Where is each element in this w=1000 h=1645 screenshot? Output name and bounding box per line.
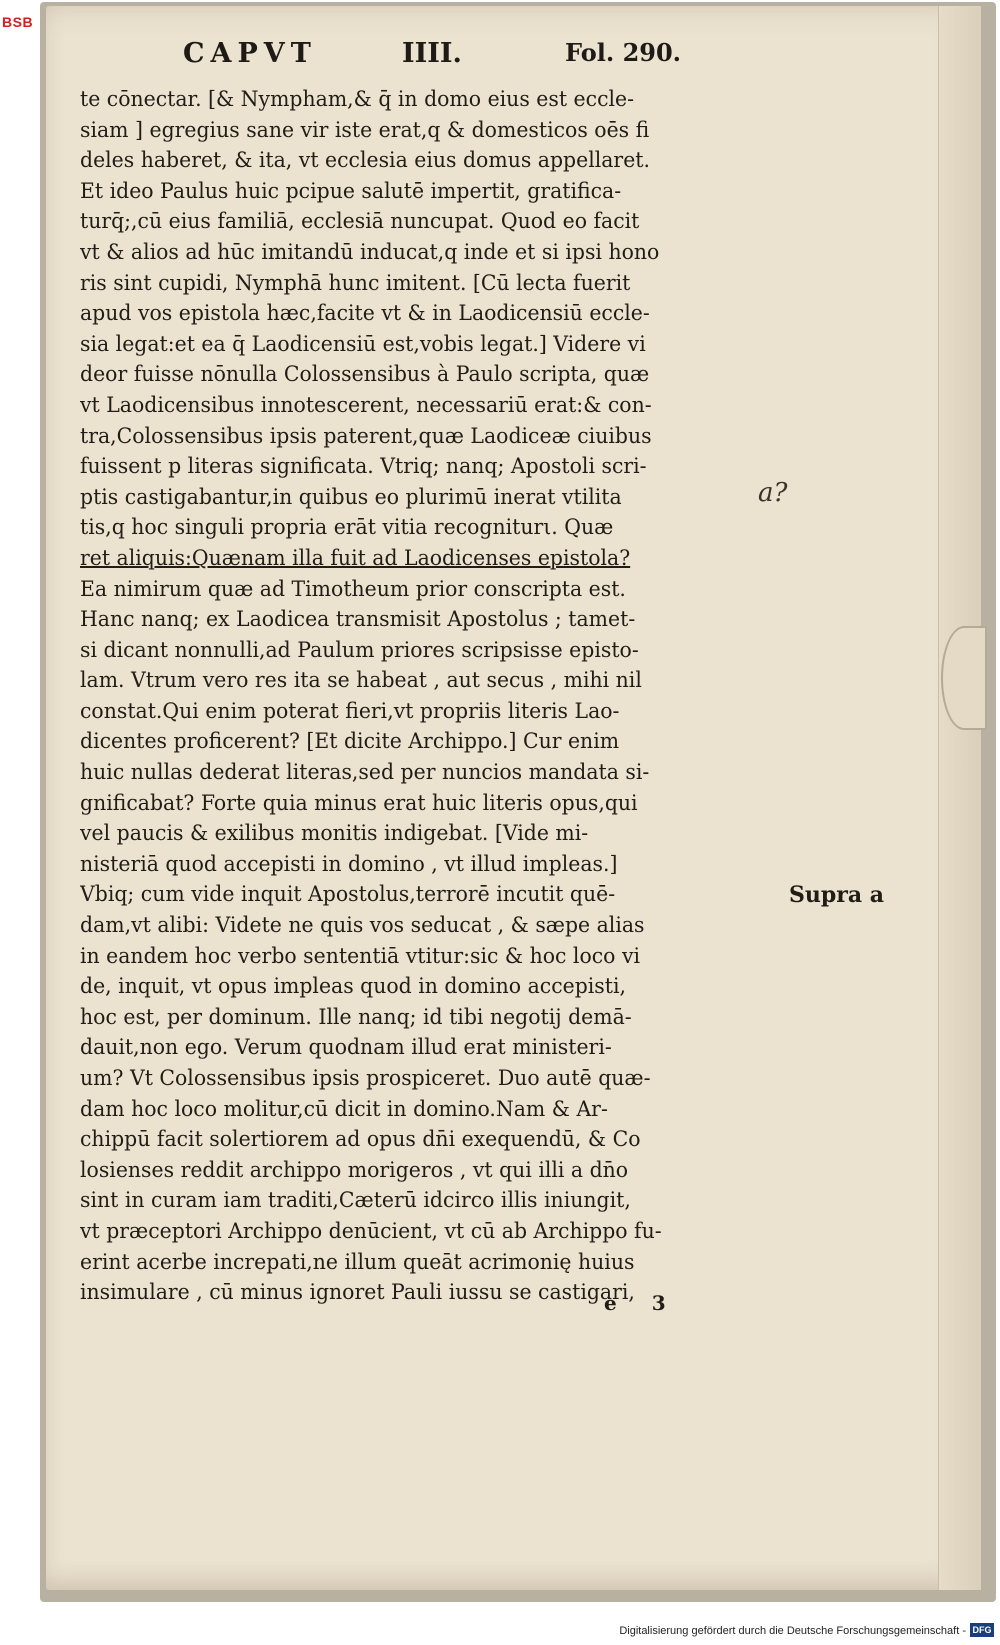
- text-line: vel paucis & exilibus monitis indigebat. [Vide mi-: [80, 821, 589, 846]
- text-line: tra,Colossensibus ipsis paterent,quæ Laodiceæ ciuibus: [80, 423, 652, 448]
- margin-note: Supra a: [789, 882, 885, 908]
- page-tab-marker: [941, 626, 987, 730]
- text-line: lam. Vtrum vero res ita se habeat , aut secus , mihi nil: [80, 668, 642, 693]
- text-line: de, inquit, vt opus impleas quod in domino accepisti,: [80, 974, 627, 999]
- fore-edge: [938, 6, 981, 1590]
- text-line: in eandem hoc verbo sententiā vtitur:sic & hoc loco vi: [80, 943, 641, 968]
- page-paper: [46, 6, 981, 1590]
- body-text: [80, 84, 800, 1308]
- text-line: dicentes proficerent? [Et dicite Archippo.] Cur enim: [80, 729, 620, 754]
- text-line: si dicant nonnulli,ad Paulum priores scripsisse episto-: [80, 637, 639, 662]
- text-line: dam,vt alibi: Videte ne quis vos seducat , & sæpe alias: [80, 913, 645, 938]
- text-line: Vbiq; cum vide inquit Apostolus,terrorē incutit quē-: [80, 882, 616, 907]
- footer-credit: Digitalisierung gefördert durch die Deutsche Forschungsgemeinschaft -: [619, 1625, 966, 1637]
- text-line: Et ideo Paulus huic pcipue salutē impertit, gratifica-: [80, 178, 622, 203]
- text-line: te cōnectar. [& Nympham,& q̄ in domo eius est eccle-: [80, 87, 635, 111]
- text-line: ris sint cupidi, Nymphā hunc imitent. [Cū lecta fuerit: [80, 270, 631, 295]
- text-line: ret aliquis:Quænam illa fuit ad Laodicenses epistola?: [80, 545, 631, 570]
- text-line: vt præceptori Archippo denūcient, vt cū ab Archippo fu-: [80, 1218, 662, 1243]
- text-line: fuissent p literas significata. Vtriq; nanq; Apostoli scri-: [80, 454, 647, 479]
- text-line: gnificabat? Forte quia minus erat huic literis opus,qui: [80, 790, 638, 815]
- text-line: Hanc nanq; ex Laodicea transmisit Apostolus ; tamet-: [80, 607, 636, 632]
- signature-mark: e 3: [604, 1291, 680, 1315]
- running-head-chapter: CAPVT: [183, 38, 317, 69]
- text-line: erint acerbe increpati,ne illum queāt acrimonię huius: [80, 1249, 635, 1274]
- text-line: dam hoc loco molitur,cū dicit in domino.Nam & Ar-: [80, 1096, 608, 1121]
- text-line: vt Laodicensibus innotescerent, necessariū erat:& con-: [80, 392, 652, 417]
- running-head-number: IIII.: [402, 38, 462, 69]
- handwritten-margin-note: a?: [758, 478, 788, 508]
- text-line: deor fuisse nōnulla Colossensibus à Paulo scripta, quæ: [80, 362, 650, 387]
- text-line: Ea nimirum quæ ad Timotheum prior conscripta est.: [80, 576, 626, 601]
- text-line: hoc est, per dominum. Ille nanq; id tibi negotij demā-: [80, 1004, 632, 1029]
- running-head: [46, 38, 981, 78]
- text-line: apud vos epistola hæc,facite vt & in Laodicensiū eccle-: [80, 301, 650, 326]
- scanned-page: [40, 2, 996, 1602]
- text-line: losienses reddit archippo morigeros , vt qui illi a dn̄o: [80, 1157, 629, 1182]
- bsb-logo: BSB: [2, 14, 34, 30]
- text-line: tis,q hoc singuli propria erāt vitia recogniturι. Quæ: [80, 515, 614, 540]
- text-line: huic nullas dederat literas,sed per nuncios mandata si-: [80, 760, 650, 785]
- text-line: sint in curam iam traditi,Cæterū idcirco illis iniungit,: [80, 1188, 631, 1213]
- text-line: deles haberet, & ita, vt ecclesia eius domus appellaret.: [80, 148, 650, 173]
- text-line: siam ] egregius sane vir iste erat,q & domesticos oēs fi: [80, 117, 650, 142]
- text-line: chippū facit solertiorem ad opus dn̄i exequendū, & Co: [80, 1127, 641, 1152]
- text-line: sia legat:et ea q̄ Laodicensiū est,vobis legat.] Videre vi: [80, 331, 646, 356]
- text-line: constat.Qui enim poterat fieri,vt propriis literis Lao-: [80, 698, 620, 723]
- text-line: ptis castigabantur,in quibus eo plurimū inerat vtilita: [80, 484, 622, 509]
- text-line: um? Vt Colossensibus ipsis prospiceret. Duo autē quæ-: [80, 1066, 651, 1090]
- dfg-logo: DFG: [970, 1623, 994, 1637]
- text-line: vt & alios ad hūc imitandū inducat,q inde et si ipsi hono: [80, 239, 660, 264]
- running-head-folio: Fol. 290.: [565, 38, 682, 67]
- text-line: insimulare , cū minus ignoret Pauli iussu se castigari,: [80, 1280, 635, 1305]
- text-line: turq̄;,cū eius familiā, ecclesiā nuncupat. Quod eo facit: [80, 209, 640, 234]
- text-line: nisteriā quod accepisti in domino , vt illud impleas.]: [80, 851, 618, 876]
- text-line: dauit,non ego. Verum quodnam illud erat ministeri-: [80, 1035, 612, 1060]
